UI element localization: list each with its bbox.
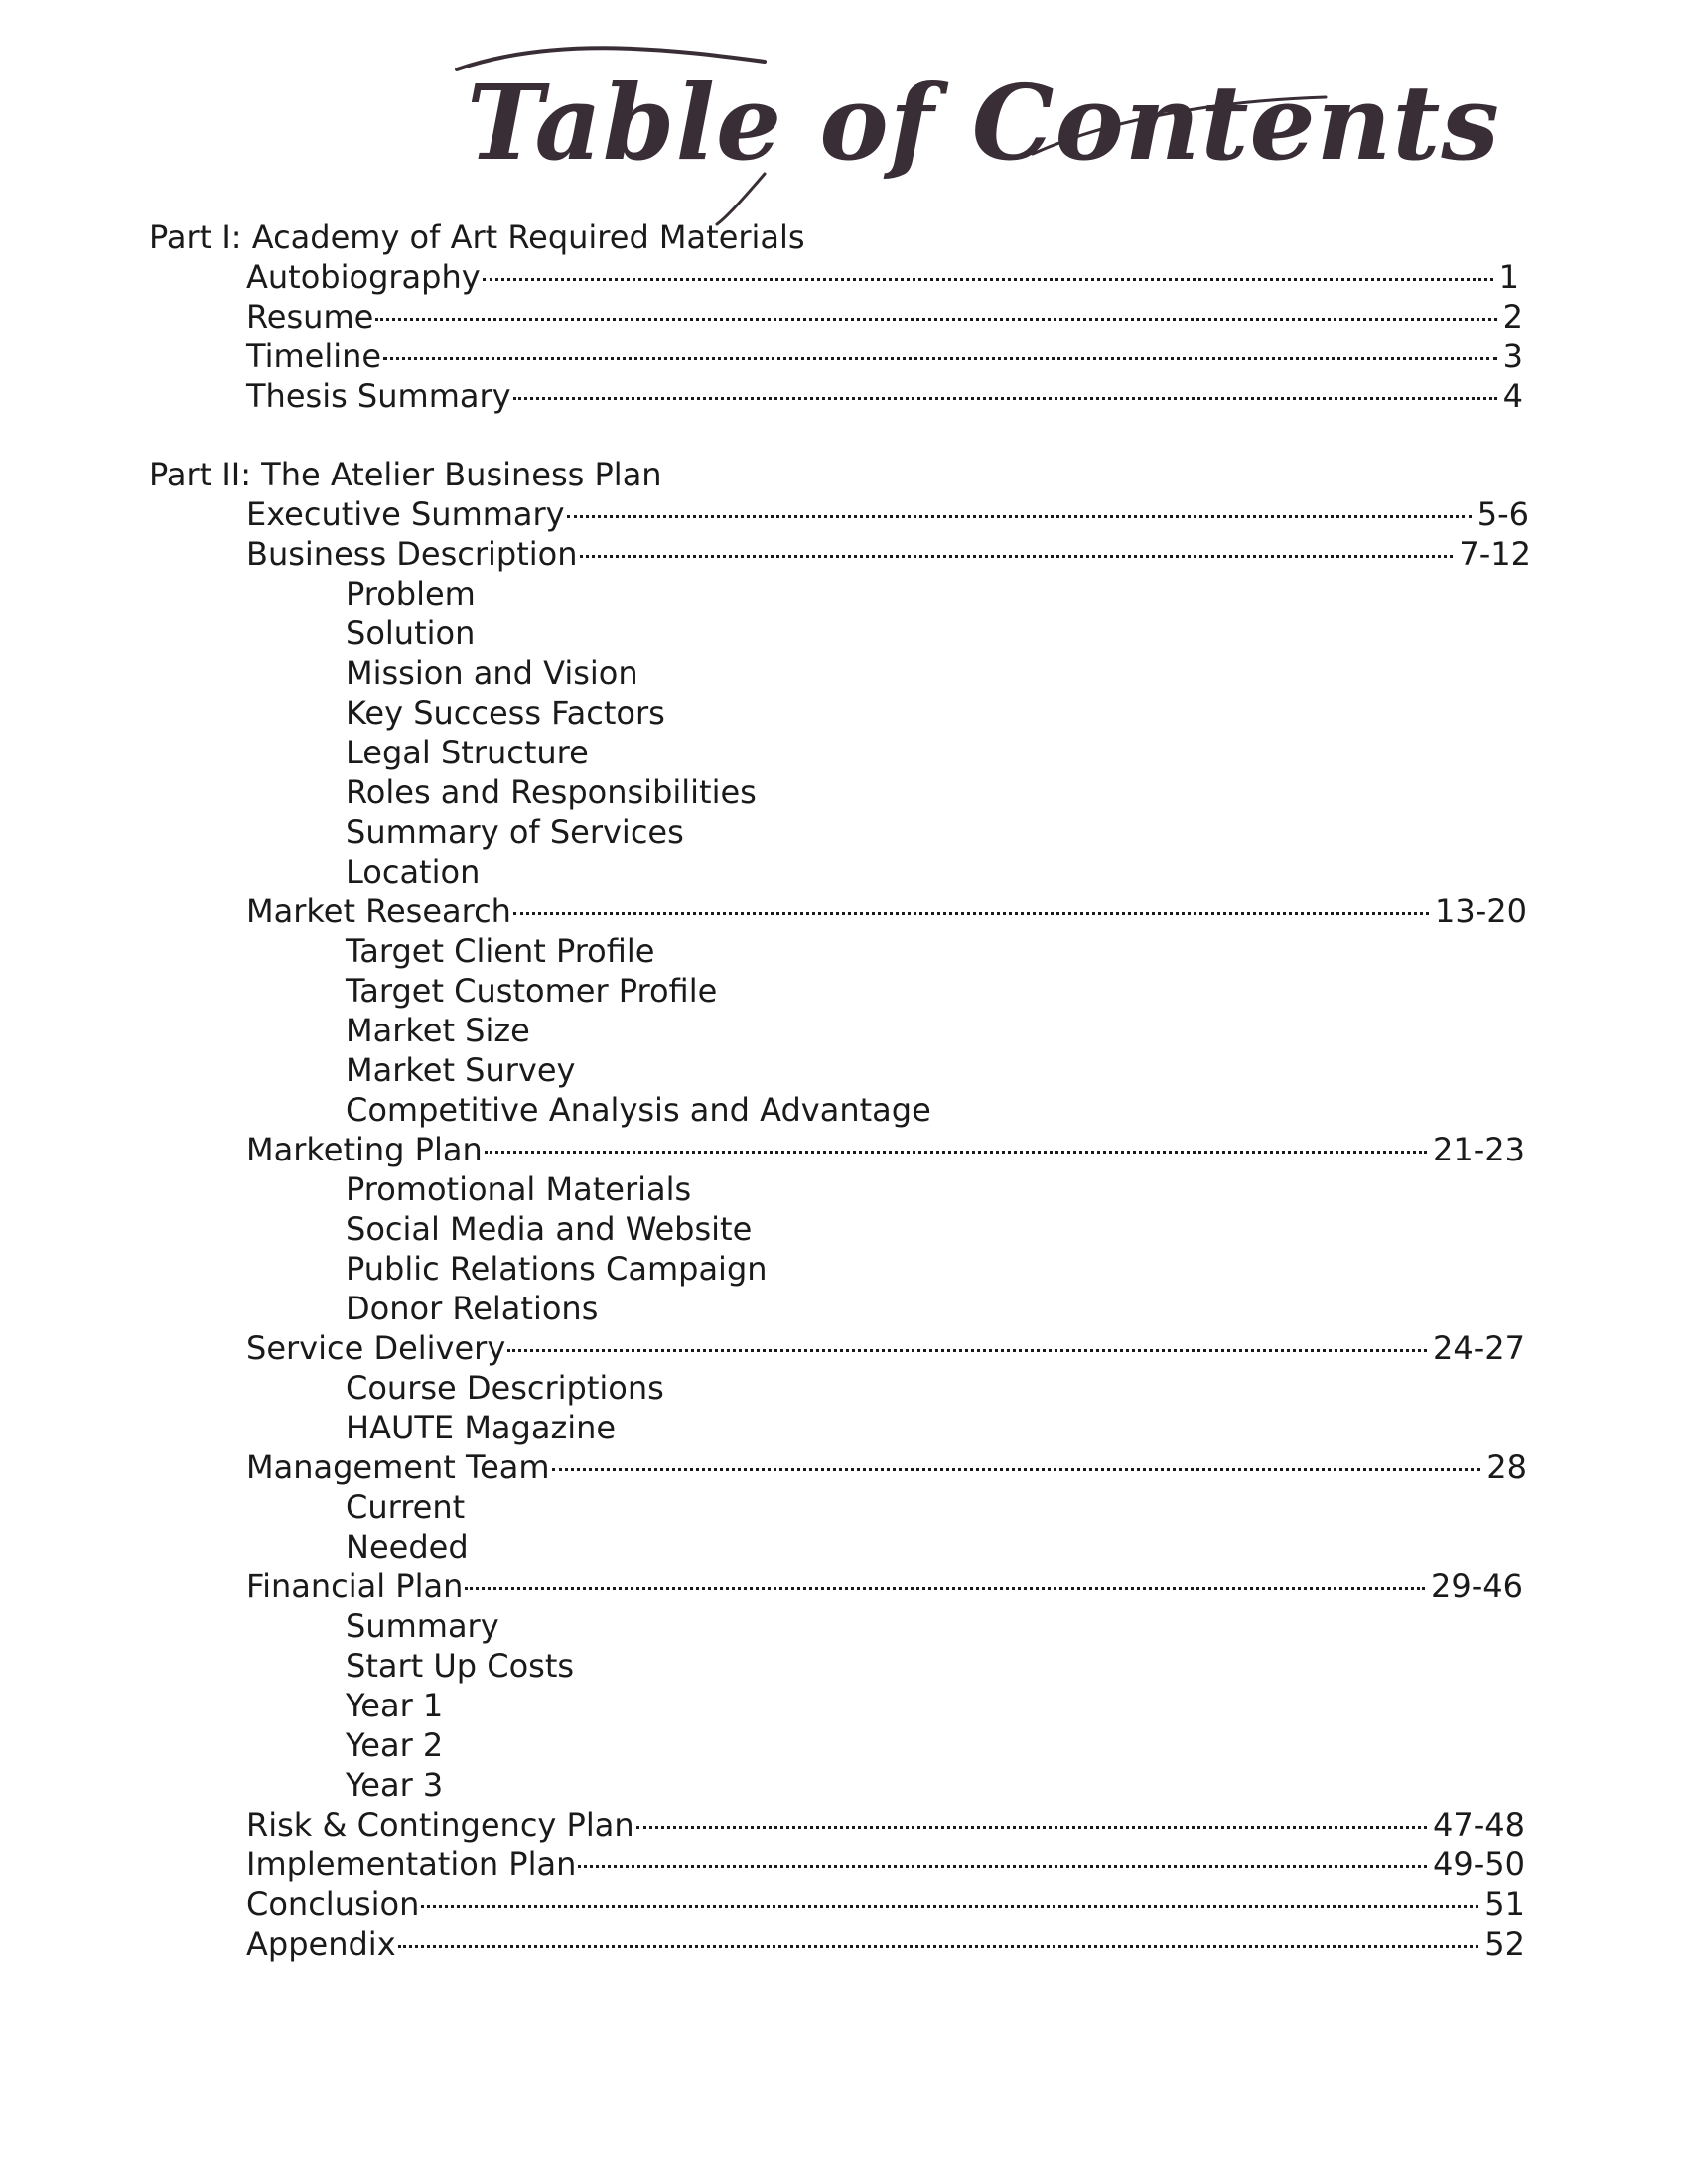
entry-page-number: 3: [1502, 338, 1523, 375]
toc-subentry-promotional-materials[interactable]: Promotional Materials: [346, 1170, 692, 1208]
toc-subentry-target-client[interactable]: Target Client Profile: [346, 932, 655, 970]
toc-subentry-legal-structure[interactable]: Legal Structure: [346, 734, 589, 771]
toc-entry-resume[interactable]: [246, 297, 1523, 337]
entry-page-number: 7-12: [1459, 535, 1531, 573]
toc-entry-appendix[interactable]: [246, 1924, 1525, 1964]
toc-entry-risk-contingency[interactable]: [246, 1805, 1525, 1844]
dot-leader: [580, 555, 1454, 558]
toc-entry-marketing-plan[interactable]: [246, 1130, 1525, 1169]
dot-leader: [578, 1865, 1427, 1868]
dot-leader: [383, 357, 1497, 360]
entry-page-number: 5-6: [1477, 495, 1529, 533]
entry-page-number: 4: [1502, 377, 1523, 415]
entry-label: Implementation Plan: [246, 1845, 577, 1883]
toc-entry-autobiography[interactable]: [246, 257, 1519, 297]
entry-label: Marketing Plan: [246, 1131, 483, 1168]
toc-subentry-start-up-costs[interactable]: Start Up Costs: [346, 1647, 575, 1685]
toc-entry-executive-summary[interactable]: [246, 494, 1529, 534]
toc-subentry-year-2[interactable]: Year 2: [346, 1726, 444, 1764]
dot-leader: [483, 278, 1493, 281]
entry-label: Risk & Contingency Plan: [246, 1806, 634, 1843]
part-heading-2: Part II: The Atelier Business Plan: [149, 456, 662, 493]
toc-subentry-year-3[interactable]: Year 3: [346, 1766, 444, 1804]
toc-subentry-haute-magazine[interactable]: HAUTE Magazine: [346, 1409, 617, 1446]
toc-subentry-market-survey[interactable]: Market Survey: [346, 1051, 576, 1089]
entry-label: Market Research: [246, 892, 511, 930]
dot-leader: [513, 912, 1429, 915]
dot-leader: [375, 318, 1496, 321]
entry-label: Timeline: [246, 338, 382, 375]
entry-label: Management Team: [246, 1448, 550, 1486]
toc-entry-market-research[interactable]: [246, 891, 1527, 931]
toc-subentry-location[interactable]: Location: [346, 853, 481, 890]
toc-subentry-year-1[interactable]: Year 1: [346, 1687, 444, 1724]
toc-entry-conclusion[interactable]: [246, 1884, 1525, 1924]
part-heading-1: Part I: Academy of Art Required Materials: [149, 218, 805, 256]
toc-subentry-current[interactable]: Current: [346, 1488, 466, 1526]
toc-entry-thesis-summary[interactable]: [246, 376, 1523, 416]
toc-subentry-competitive-analysis[interactable]: Competitive Analysis and Advantage: [346, 1091, 931, 1129]
toc-entry-timeline[interactable]: [246, 337, 1523, 376]
dot-leader: [636, 1826, 1427, 1829]
dot-leader: [552, 1468, 1481, 1471]
title-text: Table of Contents: [467, 62, 1500, 184]
dot-leader: [398, 1945, 1479, 1948]
toc-subentry-target-customer[interactable]: Target Customer Profile: [346, 972, 718, 1010]
dot-leader: [421, 1905, 1478, 1908]
toc-subentry-roles[interactable]: Roles and Responsibilities: [346, 773, 757, 811]
toc-subentry-summary[interactable]: Summary: [346, 1607, 499, 1645]
entry-page-number: 49-50: [1433, 1845, 1525, 1883]
entry-page-number: 13-20: [1435, 892, 1527, 930]
entry-page-number: 21-23: [1433, 1131, 1525, 1168]
toc-subentry-problem[interactable]: Problem: [346, 575, 476, 613]
toc-entry-management-team[interactable]: [246, 1447, 1527, 1487]
entry-label: Business Description: [246, 535, 578, 573]
toc-entry-implementation-plan[interactable]: [246, 1844, 1525, 1884]
toc-entry-business-description[interactable]: [246, 534, 1531, 574]
entry-page-number: 52: [1484, 1925, 1525, 1963]
toc-subentry-course-descriptions[interactable]: Course Descriptions: [346, 1369, 664, 1407]
dot-leader: [465, 1587, 1425, 1590]
dot-leader: [507, 1349, 1427, 1352]
entry-page-number: 24-27: [1433, 1329, 1525, 1367]
toc-entry-service-delivery[interactable]: [246, 1328, 1525, 1368]
toc-subentry-mission-vision[interactable]: Mission and Vision: [346, 654, 638, 692]
toc-subentry-solution[interactable]: Solution: [346, 614, 476, 652]
entry-label: Appendix: [246, 1925, 396, 1963]
entry-page-number: 29-46: [1431, 1568, 1523, 1605]
entry-label: Autobiography: [246, 258, 481, 296]
entry-page-number: 28: [1486, 1448, 1527, 1486]
toc-subentry-donor-relations[interactable]: Donor Relations: [346, 1290, 599, 1327]
toc-subentry-public-relations[interactable]: Public Relations Campaign: [346, 1250, 768, 1288]
entry-label: Resume: [246, 298, 374, 336]
toc-subentry-market-size[interactable]: Market Size: [346, 1012, 530, 1049]
toc-subentry-key-success-factors[interactable]: Key Success Factors: [346, 694, 665, 732]
entry-label: Financial Plan: [246, 1568, 464, 1605]
toc-subentry-needed[interactable]: Needed: [346, 1528, 469, 1566]
toc-entry-financial-plan[interactable]: [246, 1567, 1523, 1606]
dot-leader: [485, 1151, 1427, 1154]
dot-leader: [513, 397, 1497, 400]
entry-page-number: 2: [1502, 298, 1523, 336]
entry-page-number: 51: [1484, 1885, 1525, 1923]
entry-page-number: 47-48: [1433, 1806, 1525, 1843]
entry-label: Service Delivery: [246, 1329, 506, 1367]
entry-label: Executive Summary: [246, 495, 565, 533]
entry-label: Conclusion: [246, 1885, 420, 1923]
entry-label: Thesis Summary: [246, 377, 511, 415]
entry-page-number: 1: [1498, 258, 1519, 296]
toc-subentry-social-media[interactable]: Social Media and Website: [346, 1210, 753, 1248]
dot-leader: [567, 515, 1472, 518]
toc-subentry-summary-of-services[interactable]: Summary of Services: [346, 813, 684, 851]
